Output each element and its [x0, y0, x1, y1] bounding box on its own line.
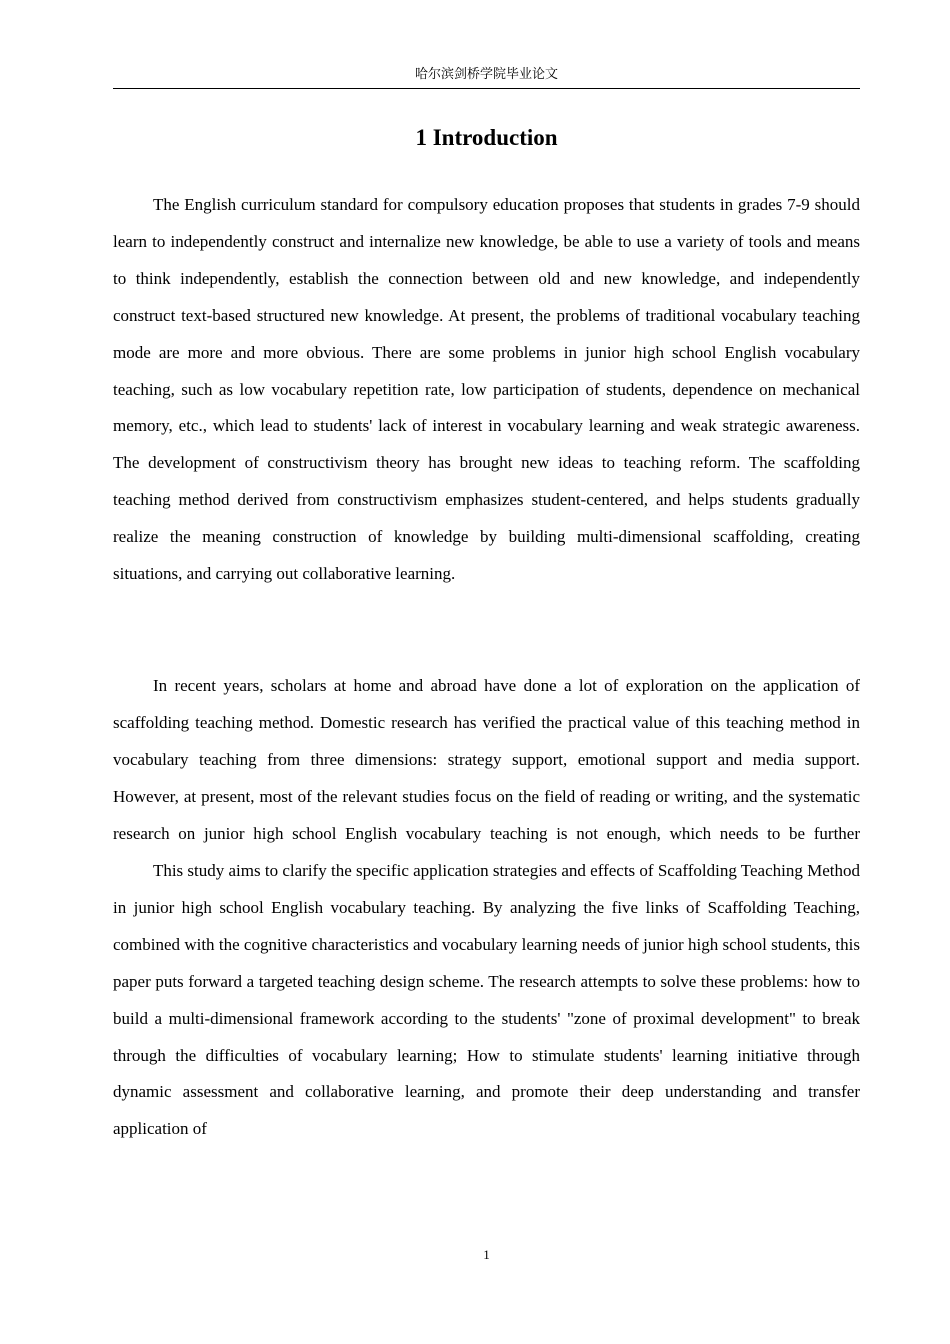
running-header: 哈尔滨剑桥学院毕业论文 [414, 67, 558, 82]
body-text [113, 187, 860, 1148]
paragraph-2: In recent years, scholars at home and abroad have done a lot of exploration on the application of scaffolding teaching method. Domestic research has verified the practical value of this teaching method in vocabulary teaching from three dimensions: strategy support, emotional support and media support. However, at present, most of the relevant studies focus on the field of reading or writing, and the systematic research on junior high school English vocabulary teaching is not enough, which needs to be further [113, 676, 860, 843]
chapter-title: 1 Introduction [415, 125, 558, 150]
paragraph-3: This study aims to clarify the specific application strategies and effects of Scaffolding Teaching Method in junior high school English vocabulary teaching. By analyzing the five links of Scaffolding Teaching, combined with the cognitive characteristics and vocabulary learning needs of junior high school students, this paper puts forward a targeted teaching design scheme. The research attempts to solve these problems: how to build a multi-dimensional framework according to the students' "zone of proximal development" to break through the difficulties of vocabulary learning; How to stimulate students' learning initiative through dynamic assessment and collaborative learning, and promote their deep understanding and transfer application of [113, 861, 860, 1139]
header-divider [113, 88, 860, 89]
page-number: 1 [483, 1247, 490, 1262]
paragraph-1: The English curriculum standard for compulsory education proposes that students in grades 7-9 should learn to independently construct and internalize new knowledge, be able to use a variety of tools and means to think independently, establish the connection between old and new knowledge, and independently construct text-based structured new knowledge. At present, the problems of traditional vocabulary teaching mode are more and more obvious. There are some problems in junior high school English vocabulary teaching, such as low vocabulary repetition rate, low participation of students, dependence on mechanical memory, etc., which lead to students' lack of interest in vocabulary learning and weak strategic awareness. The development of constructivism theory has brought new ideas to teaching reform. The scaffolding teaching method derived from constructivism emphasizes student-centered, and helps students gradually realize the meaning construction of knowledge by building multi-dimensional scaffolding, creating situations, and carrying out collaborative learning. [113, 195, 860, 584]
